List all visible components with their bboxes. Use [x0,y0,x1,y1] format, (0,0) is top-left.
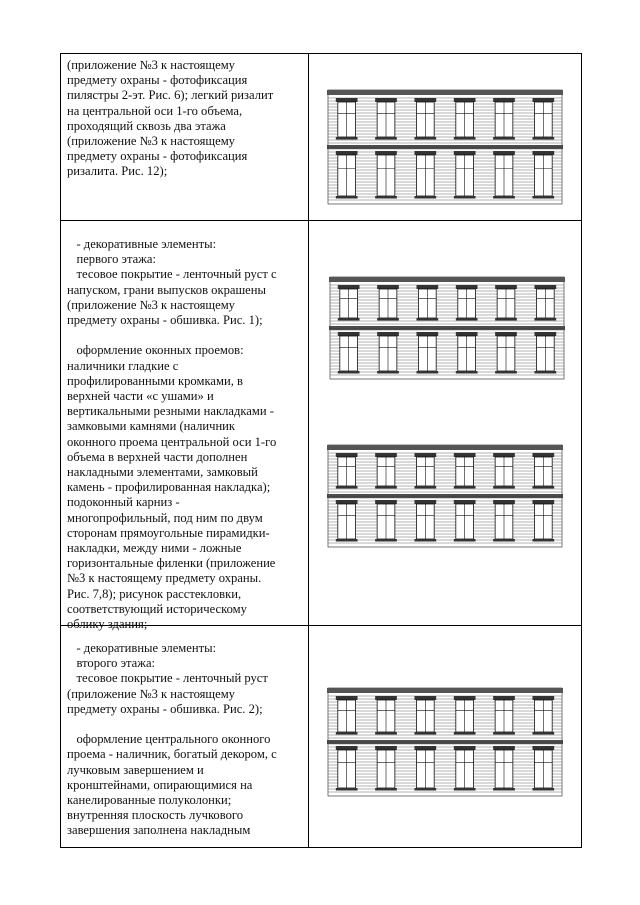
row-2-text: - декоративные элементы: первого этажа: тесовое покрытие - ленточный руст с напуском, грани выпусков окрашены (приложение №3 к настоящему предмету охраны - обшивка. Рис. 1); оформление оконных проемов: наличники гладкие с профилированными кромками, в верхней части «с ушами» и вертикальными резными накладками - замковыми камнями (наличник оконного проема центральной оси 1-го объема в верхней части дополнен накладными элементами, замковый камень - профилированная накладка); подоконный карниз - многопрофильный, под ним по двум сторонам прямоугольные пирамидки- накладки, между ними - ложные горизонтальные филенки (приложение №3 к настоящему предмету охраны. Рис. 7,8); рисунок расстекловки, соответствующий историческому облику здания; [67,237,277,632]
table-row [61,626,581,847]
facade-drawing-4 [327,686,563,798]
facade-elevation-svg [329,275,565,381]
facade-drawing-1 [327,88,563,206]
facade-elevation-svg [327,443,563,549]
facade-drawing-2 [329,275,565,381]
facade-elevation-svg [327,88,563,206]
table-row [61,54,581,221]
table-row [61,221,581,632]
facade-drawing-3 [327,443,563,549]
row-3-text: - декоративные элементы: второго этажа: тесовое покрытие - ленточный руст (приложение №3 к настоящему предмету охраны - обшивка. Рис. 2); оформление центрального оконного проема - наличник, богатый декором, с лучковым завершением и кронштейнами, опирающимися на канелированные полуколонки; внутренняя плоскость лучкового завершения заполнена накладным [67,641,277,838]
facade-elevation-svg [327,686,563,798]
row-1-text: (приложение №3 к настоящему предмету охраны - фотофиксация пилястры 2-эт. Рис. 6); легкий ризалит на центральной оси 1-го объема, проходящий сквозь два этажа (приложение №3 к настоящему предмету охраны - фотофиксация ризалита. Рис. 12); [67,58,274,179]
document-table [60,53,582,848]
